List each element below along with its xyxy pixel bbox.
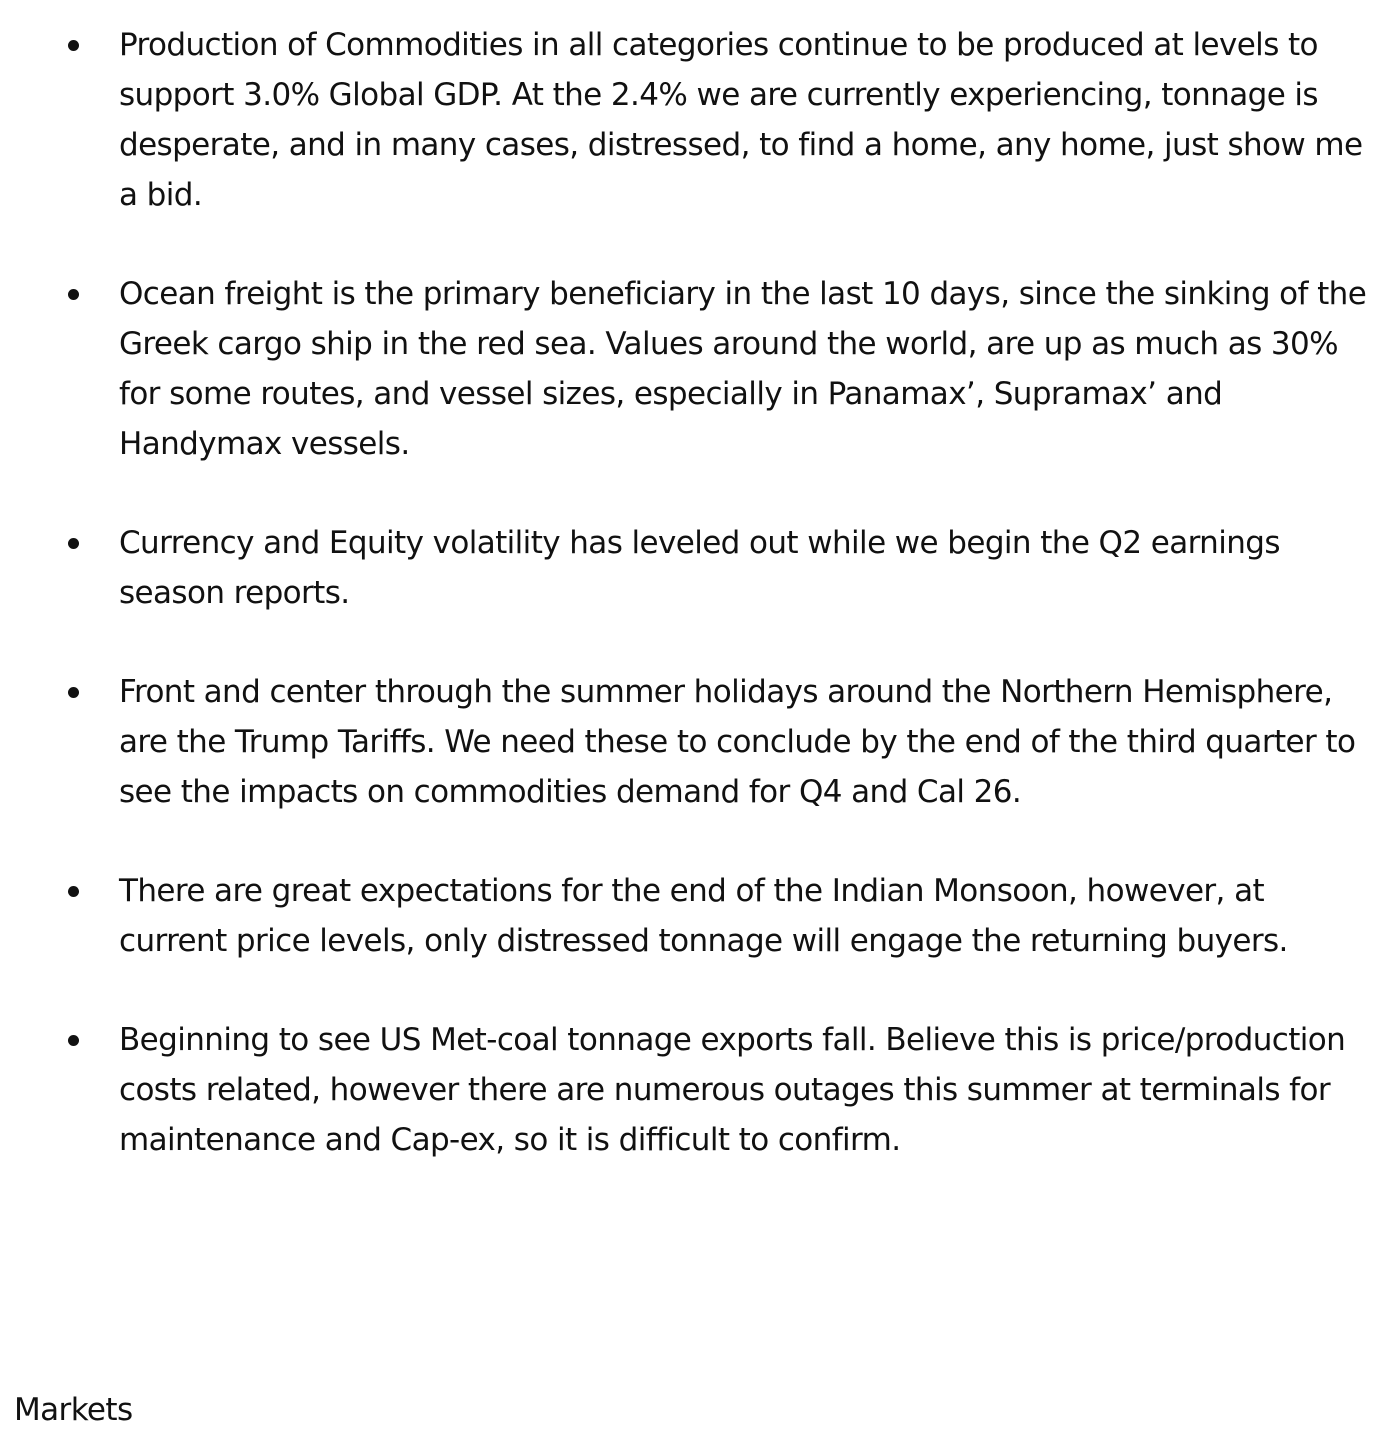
bullet-text: Beginning to see US Met-coal tonnage exports fall. Believe this is price/production costs related, however there are numerous outages this summer at terminals for maintenance and Cap-ex, so it is difficult to confirm.: [119, 1022, 1346, 1158]
bullet-marker: [68, 687, 79, 698]
list-item: [0, 20, 1394, 220]
list-item: [0, 1015, 1394, 1165]
bullet-text: Ocean freight is the primary beneficiary in the last 10 days, since the sinking of the Greek cargo ship in the red sea. Values around the world, are up as much as 30% for some routes, and vessel sizes, especially in Panamax’, Supramax’ and Handymax vessels.: [119, 276, 1367, 462]
bullet-marker: [68, 1035, 79, 1046]
bullet-text: Production of Commodities in all categories continue to be produced at levels to support 3.0% Global GDP. At the 2.4% we are currently experiencing, tonnage is desperate, and in many cases, distressed, to find a home, any home, just show me a bid.: [119, 27, 1363, 213]
bullet-marker: [68, 886, 79, 897]
section-heading-markets: Markets: [14, 1392, 133, 1428]
bullet-marker: [68, 538, 79, 549]
bullet-text: There are great expectations for the end of the Indian Monsoon, however, at current price levels, only distressed tonnage will engage the returning buyers.: [119, 873, 1288, 959]
bullet-list: [0, 20, 1394, 1214]
bullet-marker: [68, 40, 79, 51]
list-item: [0, 866, 1394, 966]
list-item: [0, 269, 1394, 469]
list-item: [0, 667, 1394, 817]
bullet-text: Front and center through the summer holidays around the Northern Hemisphere, are the Trump Tariffs. We need these to conclude by the end of the third quarter to see the impacts on commodities demand for Q4 and Cal 26.: [119, 674, 1356, 810]
bullet-text: Currency and Equity volatility has leveled out while we begin the Q2 earnings season reports.: [119, 525, 1280, 611]
bullet-marker: [68, 289, 79, 300]
list-item: [0, 518, 1394, 618]
